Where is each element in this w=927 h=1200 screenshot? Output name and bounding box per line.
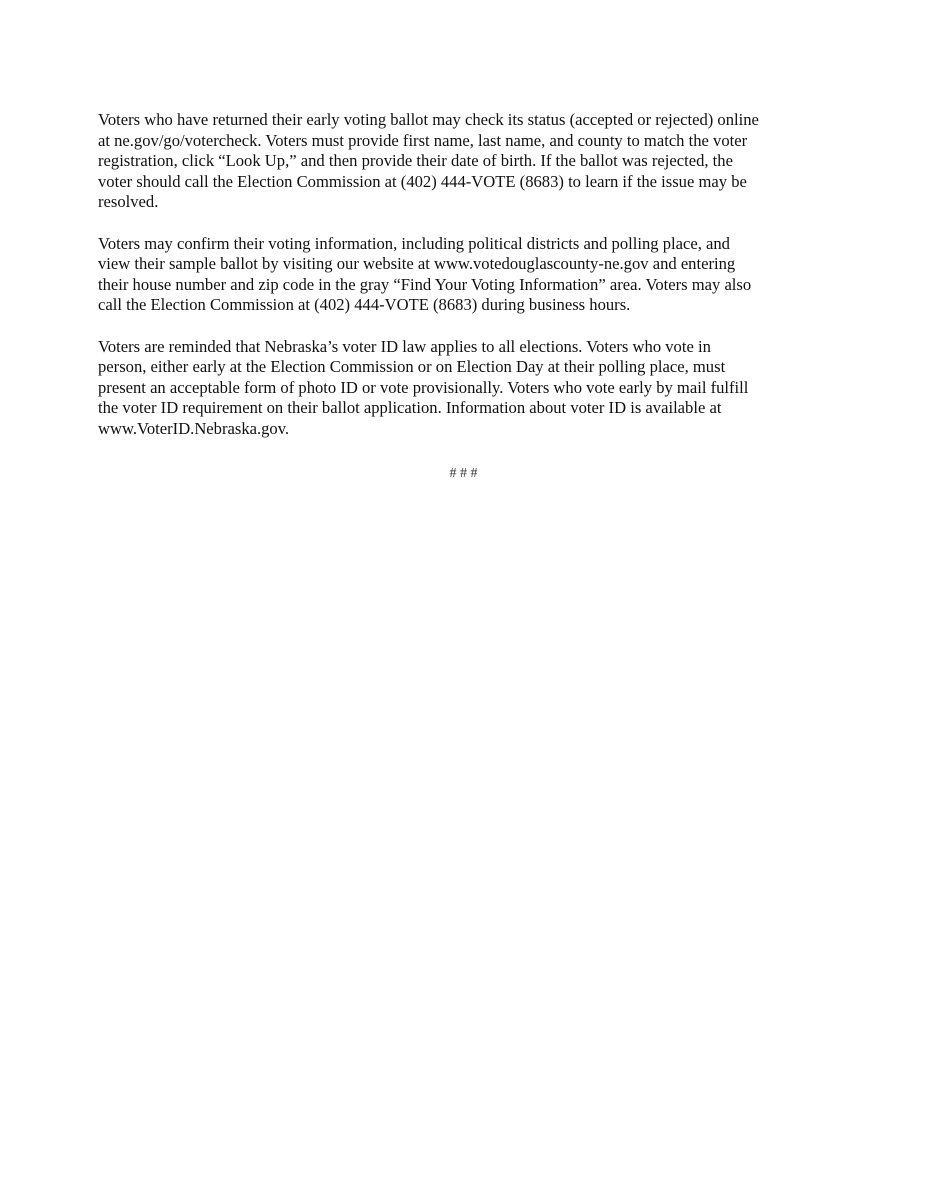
- paragraph-line: Voters may confirm their voting information, including political districts and polling place, and: [98, 233, 730, 253]
- paragraph-line: their house number and zip code in the gray “Find Your Voting Information” area. Voters may also: [98, 274, 752, 294]
- end-of-release-mark: # # #: [449, 466, 478, 481]
- paragraph-line: Voters who have returned their early voting ballot may check its status (accepted or rejected) online: [98, 110, 759, 129]
- paragraph-line: registration, click “Look Up,” and then provide their date of birth. If the ballot was rejected, the: [98, 151, 733, 171]
- paragraph-line: present an acceptable form of photo ID or vote provisionally. Voters who vote early by mail fulfill: [98, 377, 749, 397]
- paragraph-ballot-status: [98, 110, 838, 213]
- paragraph-voting-information: [98, 234, 838, 316]
- paragraph-line: at ne.gov/go/votercheck. Voters must provide first name, last name, and county to match the voter: [98, 130, 748, 150]
- paragraph-line: view their sample ballot by visiting our website at www.votedouglascounty-ne.gov and entering: [98, 254, 736, 274]
- paragraph-line: www.VoterID.Nebraska.gov.: [98, 418, 290, 438]
- paragraph-line: Voters are reminded that Nebraska’s voter ID law applies to all elections. Voters who vote in: [98, 336, 711, 356]
- paragraph-voter-id: [98, 337, 838, 440]
- paragraph-line: person, either early at the Election Commission or on Election Day at their polling place, must: [98, 357, 726, 377]
- paragraph-line: voter should call the Election Commission at (402) 444-VOTE (8683) to learn if the issue may be: [98, 171, 747, 191]
- paragraph-line: the voter ID requirement on their ballot application. Information about voter ID is available at: [98, 398, 722, 418]
- paragraph-line: call the Election Commission at (402) 444-VOTE (8683) during business hours.: [98, 295, 631, 315]
- document-body: [98, 110, 838, 460]
- paragraph-line: resolved.: [98, 192, 159, 212]
